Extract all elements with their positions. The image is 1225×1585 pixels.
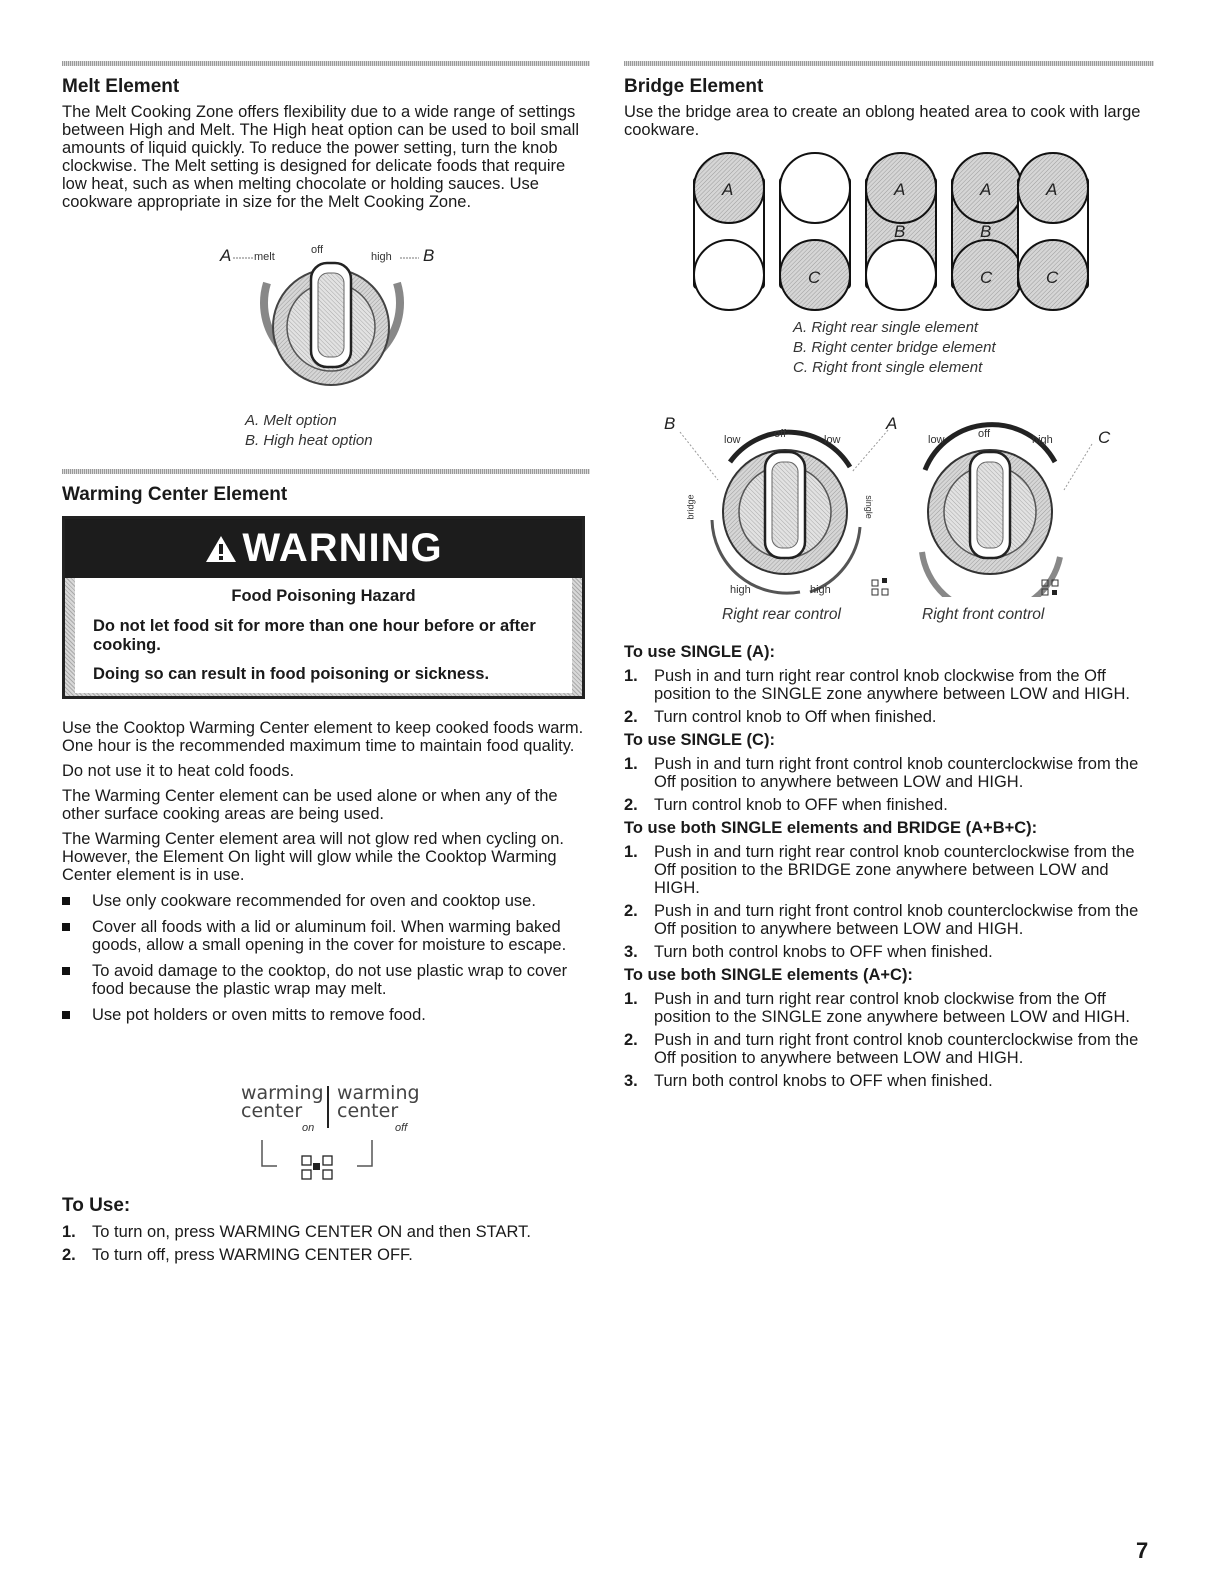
bullet	[62, 1011, 70, 1019]
melt-label-a: A	[220, 246, 232, 265]
step-number: 2.	[624, 796, 638, 814]
step-text: To turn on, press WARMING CENTER ON and then START.	[92, 1223, 531, 1241]
step-number: 2.	[624, 902, 638, 920]
on-label: on	[302, 1122, 315, 1134]
bullet	[62, 967, 70, 975]
warming-left-label: warming	[241, 1082, 324, 1104]
step-text: Turn control knob to OFF when finished.	[654, 796, 948, 814]
knob-label-a: A	[886, 414, 898, 433]
melt-heading: Melt Element	[62, 76, 180, 97]
warming-paragraph: Use the Cooktop Warming Center element to keep cooked foods warm. One hour is the recommended maximum time to maintain food quality.	[62, 719, 584, 755]
to-use-steps	[62, 1223, 590, 1264]
warning-box	[62, 516, 585, 699]
step-text: Push in and turn right front control knob counterclockwise from the Off position to anywhere between LOW and HIGH.	[654, 902, 1139, 938]
list-item	[624, 1072, 1154, 1090]
high-label: high	[810, 584, 831, 596]
bullet	[62, 923, 70, 931]
list-item	[624, 755, 1154, 791]
steps-list	[624, 990, 1154, 1090]
front-control-caption: Right front control	[922, 606, 1045, 623]
step-text: Push in and turn right front control knob counterclockwise from the Off position to anywhere between LOW and HIGH.	[654, 1031, 1139, 1067]
warning-header	[65, 519, 582, 578]
high-label: high	[730, 584, 751, 596]
rear-indicator-icon	[872, 578, 888, 595]
step-number: 3.	[624, 1072, 638, 1090]
off-label: off	[978, 428, 991, 440]
low-label: low	[724, 434, 741, 446]
list-item	[62, 1246, 590, 1264]
bridge-caption: C. Right front single element	[793, 359, 983, 376]
warming-right-label: warming	[337, 1082, 420, 1104]
bridge-body: Use the bridge area to create an oblong heated area to cook with large cookware.	[624, 103, 1141, 139]
element-label-a: A	[894, 180, 906, 199]
low-label: low	[824, 434, 841, 446]
divider	[62, 61, 590, 66]
step-number: 3.	[624, 943, 638, 961]
step-number: 1.	[62, 1223, 76, 1241]
off-label: off	[311, 244, 324, 256]
knob-label-b: B	[664, 414, 676, 433]
warming-bullets	[62, 892, 590, 1024]
bullet-text: Cover all foods with a lid or aluminum foil. When warming baked goods, allow a small opening in the cover for moisture to escape.	[92, 918, 567, 954]
list-item	[624, 1031, 1154, 1067]
warming-paragraph: The Warming Center element can be used alone or when any of the other surface cooking areas are being used.	[62, 787, 558, 823]
step-text: Turn both control knobs to OFF when finished.	[654, 943, 993, 961]
step-text: Push in and turn right rear control knob clockwise from the Off position to the SINGLE zone anywhere between LOW and HIGH.	[654, 990, 1131, 1026]
list-item	[624, 708, 1154, 726]
step-number: 1.	[624, 755, 638, 773]
section-title: To use SINGLE (A):	[624, 643, 775, 661]
step-text: Push in and turn right rear control knob counterclockwise from the Off position to the BRIDGE zone anywhere between LOW and HIGH.	[654, 843, 1135, 897]
list-item	[624, 902, 1154, 938]
element-label-c: C	[1046, 268, 1059, 287]
section-title: To use SINGLE (C):	[624, 731, 775, 749]
divider	[624, 61, 1154, 66]
melt-caption-b: B. High heat option	[245, 432, 373, 449]
step-number: 2.	[624, 1031, 638, 1049]
bridge-element-diagram	[690, 150, 1090, 315]
element-label-b: B	[980, 222, 992, 241]
warning-title: WARNING	[242, 526, 443, 570]
step-text: Turn control knob to Off when finished.	[654, 708, 937, 726]
list-item	[62, 918, 590, 954]
melt-body: The Melt Cooking Zone offers flexibility due to a wide range of settings between High and Melt. The High heat option can be used to boil small amounts of liquid quickly. To reduce the power setting, turn the knob clockwise. The Melt setting is designed for delicate foods that require low heat, such as when melting chocolate or holding sauces. Use cookware appropriate in size for the Melt Cooking Zone.	[62, 103, 580, 211]
element-label-c: C	[808, 268, 821, 287]
divider	[62, 469, 590, 474]
step-number: 1.	[624, 990, 638, 1008]
step-number: 1.	[624, 667, 638, 685]
step-number: 1.	[624, 843, 638, 861]
page-number: 7	[1136, 1538, 1149, 1563]
list-item	[62, 892, 590, 910]
bullet-text: Use only cookware recommended for oven and cooktop use.	[92, 892, 536, 910]
off-label: off	[774, 428, 787, 440]
list-item	[624, 990, 1154, 1026]
melt-label: melt	[254, 251, 275, 263]
step-number: 2.	[624, 708, 638, 726]
bullet-text: Use pot holders or oven mitts to remove food.	[92, 1006, 426, 1024]
bridge-heading: Bridge Element	[624, 76, 764, 97]
list-item	[62, 1006, 590, 1024]
step-text: To turn off, press WARMING CENTER OFF.	[92, 1246, 413, 1264]
melt-dial-diagram	[215, 243, 445, 393]
section-title: To use both SINGLE elements and BRIDGE (A+B+C):	[624, 819, 1038, 837]
list-item	[62, 1223, 590, 1241]
melt-label-b: B	[423, 246, 435, 265]
warming-heading: Warming Center Element	[62, 484, 288, 505]
bridge-caption: B. Right center bridge element	[793, 339, 996, 356]
list-item	[624, 796, 1154, 814]
element-label-a: A	[980, 180, 992, 199]
bridge-caption: A. Right rear single element	[793, 319, 979, 336]
steps-list	[624, 843, 1154, 961]
bridge-knobs-diagram	[660, 412, 1130, 632]
warming-left-label: center	[241, 1100, 303, 1122]
step-text: Push in and turn right rear control knob clockwise from the Off position to the SINGLE zone anywhere between LOW and HIGH.	[654, 667, 1131, 703]
rear-control-caption: Right rear control	[722, 606, 841, 623]
step-text: Push in and turn right front control knob counterclockwise from the Off position to anywhere between LOW and HIGH.	[654, 755, 1139, 791]
warning-content	[75, 578, 572, 693]
element-label-b: B	[894, 222, 906, 241]
section-title: To use both SINGLE elements (A+C):	[624, 966, 913, 984]
warming-paragraph: The Warming Center element area will not glow red when cycling on. However, the Element On light will glow while the Cooktop Warming Center element is in use.	[62, 830, 564, 884]
high-label: high	[1032, 434, 1053, 446]
melt-caption-a: A. Melt option	[245, 412, 337, 429]
warning-line-2: Doing so can result in food poisoning or sickness.	[93, 665, 490, 683]
bullet	[62, 897, 70, 905]
element-label-c: C	[980, 268, 993, 287]
low-label: low	[928, 434, 945, 446]
to-use-heading: To Use:	[62, 1195, 131, 1216]
single-zone-label: single	[863, 495, 874, 519]
steps-list	[624, 755, 1154, 814]
warning-triangle-icon	[204, 534, 238, 564]
step-text: Turn both control knobs to OFF when finished.	[654, 1072, 993, 1090]
high-label: high	[371, 251, 392, 263]
knob-label-c: C	[1098, 428, 1111, 447]
warming-center-panel-diagram	[235, 1082, 425, 1182]
warming-paragraph: Do not use it to heat cold foods.	[62, 762, 295, 780]
warming-right-label: center	[337, 1100, 399, 1122]
list-item	[62, 962, 590, 998]
element-label-a: A	[1046, 180, 1058, 199]
hazard-title: Food Poisoning Hazard	[231, 587, 416, 605]
steps-list	[624, 667, 1154, 726]
bridge-zone-label: bridge	[685, 494, 696, 520]
off-label: off	[395, 1122, 408, 1134]
bullet-text: To avoid damage to the cooktop, do not use plastic wrap to cover food because the plastic wrap may melt.	[92, 962, 568, 998]
list-item	[624, 943, 1154, 961]
element-label-a: A	[722, 180, 734, 199]
step-number: 2.	[62, 1246, 76, 1264]
warning-line-1: Do not let food sit for more than one hour before or after cooking.	[93, 617, 536, 654]
list-item	[624, 843, 1154, 897]
list-item	[624, 667, 1154, 703]
